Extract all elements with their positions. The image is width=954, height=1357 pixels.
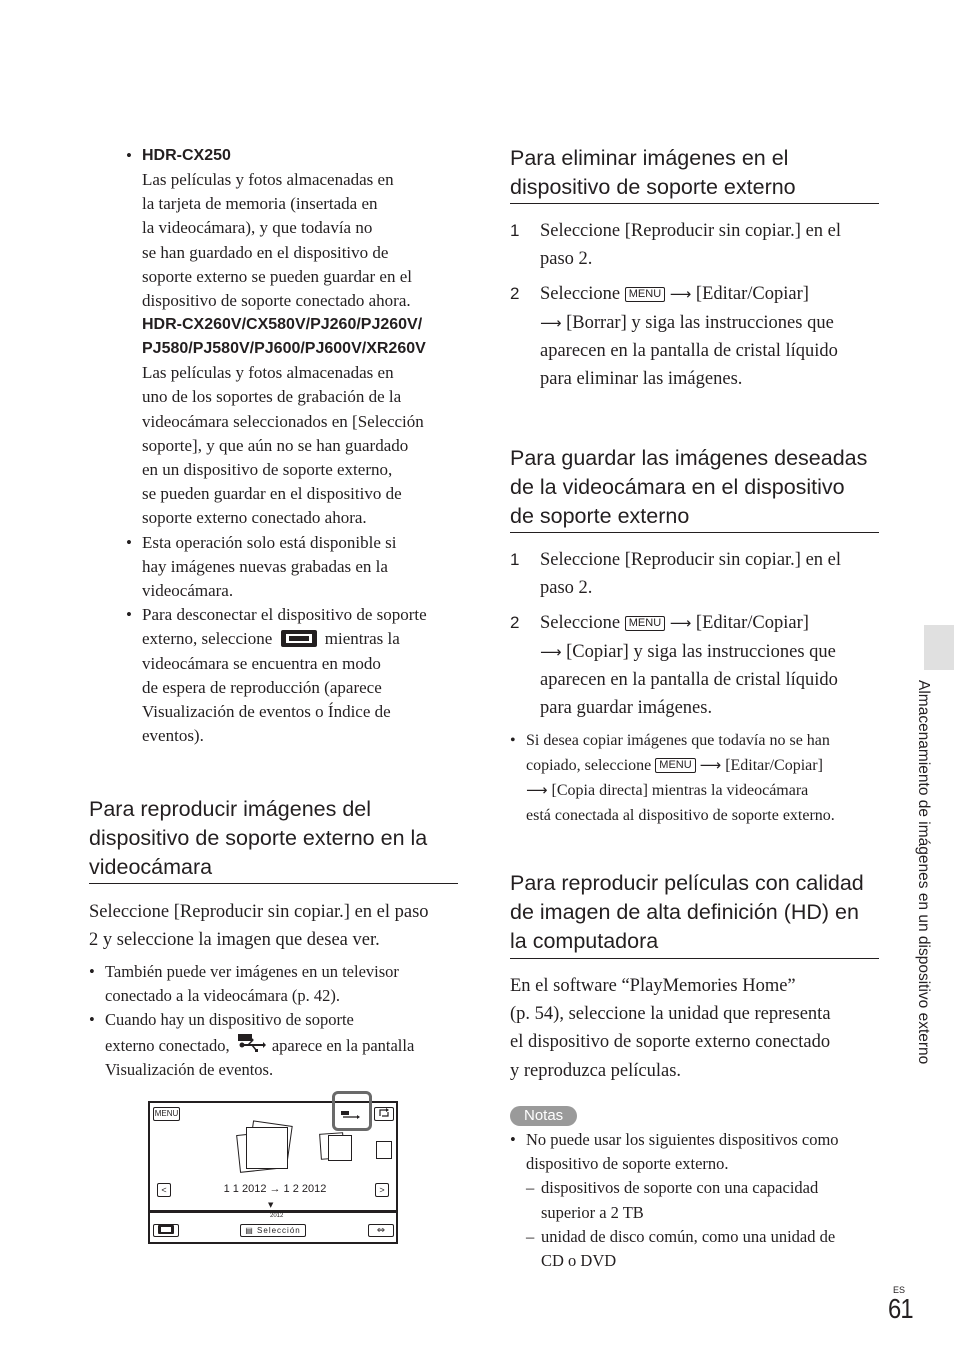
step-item: [510, 546, 890, 602]
text-fragment: Seleccione: [540, 613, 621, 634]
text-line: videocámara.: [142, 581, 234, 601]
bullet-item: [89, 1008, 464, 1082]
text-line: de espera de reproducción (aparece: [142, 677, 382, 697]
text-line: aparecen en la pantalla de cristal líquido: [540, 340, 838, 361]
text-fragment: Seleccione: [540, 284, 621, 305]
arrow-right-icon: ⟶: [540, 642, 562, 661]
dash-item: [526, 1225, 895, 1273]
media-button[interactable]: [153, 1224, 179, 1237]
heading-line: Para reproducir películas con calidad: [510, 871, 864, 895]
text-line: el dispositivo de soporte externo conectado: [510, 1032, 831, 1053]
notas-label: Notas: [510, 1106, 577, 1126]
text-line: (p. 54), seleccione la unidad que representa: [510, 1004, 831, 1025]
menu-key-icon: MENU: [625, 616, 665, 631]
text-line: Visualización de eventos o Índice de: [142, 702, 391, 722]
text-line: se pueden guardar en el dispositivo de: [142, 484, 402, 504]
heading-rule: [89, 883, 458, 884]
event-thumbnail[interactable]: [328, 1135, 352, 1161]
eject-media-icon: [281, 628, 317, 648]
model-name: [142, 313, 456, 361]
next-button[interactable]: >: [375, 1183, 389, 1197]
arrow-right-icon: ⟶: [669, 285, 692, 304]
text-fragment: [Editar/Copiar]: [725, 757, 823, 775]
heading-line: videocámara: [89, 855, 213, 879]
text-fragment: [Borrar] y siga las instrucciones que: [566, 312, 834, 333]
text-line: Las películas y fotos almacenadas en: [142, 363, 394, 383]
text-line: uno de los soportes de grabación de la: [142, 387, 402, 407]
text-line: [105, 1033, 464, 1058]
bullet-marker: •: [510, 1130, 516, 1149]
language-code: ES: [893, 1285, 906, 1295]
event-thumbnail[interactable]: [376, 1141, 392, 1159]
text-line: 2 y seleccione la imagen que desea ver.: [89, 930, 380, 951]
model-text: [142, 361, 456, 530]
text-line: videocámara se encuentra en modo: [142, 653, 381, 673]
year-label: 2012: [270, 1213, 284, 1219]
bullet-marker: •: [89, 962, 95, 981]
menu-key-icon: MENU: [625, 287, 665, 302]
text-line: dispositivo de soporte externo.: [526, 1154, 729, 1174]
text-fragment: aparece en la pantalla: [271, 1035, 415, 1055]
usb-device-icon: [236, 1033, 266, 1055]
heading-line: de imagen de alta definición (HD) en: [510, 900, 859, 924]
text-line: soporte], y que aún no se han guardado: [142, 435, 409, 455]
section-body: [89, 898, 464, 954]
text-line: – unidad de disco común, como una unidad de: [541, 1226, 836, 1246]
arrow-right-icon: ⟶: [699, 756, 722, 775]
text-line: y reproduzca películas.: [510, 1060, 682, 1081]
step-number: 2: [510, 613, 520, 633]
bullet-item: [89, 960, 464, 1008]
text-fragment: externo, seleccione: [142, 629, 273, 649]
model-text: [142, 168, 456, 313]
text-line: Seleccione [Reproducir sin copiar.] en el: [540, 550, 842, 570]
text-line: soporte externo conectado ahora.: [142, 508, 367, 528]
text-line: [540, 638, 890, 666]
text-line: superior a 2 TB: [541, 1202, 644, 1222]
text-line: la tarjeta de memoria (insertada en: [142, 194, 378, 214]
view-switch-button[interactable]: ⇔: [368, 1224, 394, 1237]
text-line: paso 2.: [540, 578, 593, 599]
arrow-right-icon: ⟶: [526, 781, 548, 800]
bullet-list: [89, 960, 464, 1082]
bullet-marker: •: [126, 605, 132, 625]
text-fragment: mientras la: [324, 629, 400, 649]
section-body: [510, 972, 895, 1085]
dash-item: [526, 1176, 895, 1224]
text-line: videocámara seleccionados en [Selección: [142, 411, 424, 431]
text-line: Seleccione [Reproducir sin copiar.] en el: [540, 221, 842, 241]
bullet-marker: •: [89, 1010, 95, 1030]
chapter-tab: [924, 625, 954, 670]
bullet-marker: •: [126, 146, 132, 165]
menu-button[interactable]: MENU: [153, 1107, 180, 1121]
heading-line: Para eliminar imágenes en el: [510, 146, 789, 170]
text-line: conectado a la videocámara (p. 42).: [105, 986, 341, 1006]
arrow-right-icon: ⟶: [669, 614, 692, 633]
text-line: aparecen en la pantalla de cristal líquido: [540, 669, 838, 690]
date-range-label: 1 1 2012 → 1 2 2012: [223, 1183, 327, 1195]
text-line: – dispositivos de soporte con una capacidad: [541, 1178, 819, 1198]
text-fragment: [Copiar] y siga las instrucciones que: [566, 641, 836, 662]
model-name: HDR-CX250: [142, 147, 231, 164]
step-item: [510, 609, 890, 722]
text-line: También puede ver imágenes en un televisor: [105, 962, 399, 981]
text-line: para guardar imágenes.: [540, 698, 713, 719]
arrow-right-icon: ⟶: [540, 313, 562, 332]
step-item: [510, 217, 890, 273]
selection-button[interactable]: [240, 1224, 306, 1237]
text-line: soporte externo se pueden guardar en el: [142, 266, 412, 286]
text-line: No puede usar los siguientes dispositivos como: [526, 1130, 839, 1149]
text-line: está conectada al dispositivo de soporte externo.: [526, 806, 835, 824]
text-line: Cuando hay un dispositivo de soporte: [105, 1010, 354, 1030]
section-heading-eliminar: [510, 144, 880, 202]
prev-button[interactable]: <: [157, 1183, 171, 1197]
text-line: la videocámara), y que todavía no: [142, 218, 373, 238]
model-bullet: [126, 144, 456, 748]
text-line: para eliminar las imágenes.: [540, 369, 743, 390]
heading-line: de la videocámara en el dispositivo: [510, 475, 845, 499]
text-line: dispositivo de soporte conectado ahora.: [142, 291, 411, 311]
text-line: [540, 309, 890, 337]
bullet-item: [126, 531, 456, 604]
text-line: [540, 609, 890, 637]
text-line: [540, 280, 890, 308]
heading-rule: [510, 203, 879, 204]
text-line: Esta operación solo está disponible si: [142, 532, 397, 552]
page-number: 61: [888, 1293, 913, 1324]
playback-switch-button[interactable]: [374, 1107, 394, 1121]
text-line: Visualización de eventos.: [105, 1059, 274, 1079]
heading-line: Para reproducir imágenes del: [89, 797, 372, 821]
text-fragment: externo conectado,: [105, 1035, 230, 1055]
text-fragment: [Editar/Copiar]: [695, 613, 809, 634]
text-line: CD o DVD: [541, 1251, 617, 1271]
heading-line: Para guardar las imágenes deseadas: [510, 446, 868, 470]
steps-eliminar: [510, 217, 890, 393]
text-fragment: [Copia directa] mientras la videocámara: [551, 782, 809, 800]
heading-line: de soporte externo: [510, 504, 690, 528]
notas-list: [510, 1128, 895, 1273]
selection-label: Selección: [257, 1226, 301, 1235]
bullet-marker: •: [510, 732, 516, 749]
text-line: en un dispositivo de soporte externo,: [142, 460, 393, 480]
notas-badge: [510, 1106, 577, 1126]
heading-line: dispositivo de soporte externo en la: [89, 826, 428, 850]
step-number: 1: [510, 221, 520, 240]
text-line: se han guardado en el dispositivo de: [142, 242, 389, 262]
bullet-item: [126, 603, 456, 748]
step-number: 2: [510, 284, 520, 304]
step-number: 1: [510, 550, 520, 569]
text-line: paso 2.: [540, 249, 593, 270]
bullet-item: [510, 729, 895, 828]
text-line: [142, 627, 456, 651]
section-heading-reproducir: [89, 795, 459, 882]
text-line: Seleccione [Reproducir sin copiar.] en el paso: [89, 902, 429, 922]
selection-icon: ▤: [245, 1226, 254, 1235]
chapter-title: Almacenamiento de imágenes en un dispositivo externo: [915, 680, 932, 1065]
text-line: HDR-CX260V/CX580V/PJ260/PJ260V/: [142, 316, 423, 334]
text-line: Si desea copiar imágenes que todavía no se han: [526, 732, 830, 749]
bullet-marker: •: [126, 532, 132, 552]
heading-line: dispositivo de soporte externo: [510, 175, 796, 199]
text-line: Las películas y fotos almacenadas en: [142, 170, 394, 189]
text-line: eventos).: [142, 726, 204, 746]
text-fragment: [Editar/Copiar]: [695, 284, 809, 305]
text-line: [526, 778, 895, 803]
menu-key-icon: MENU: [655, 758, 695, 773]
bullet-item: [510, 1128, 895, 1273]
text-line: PJ580/PJ580V/PJ600/PJ600V/XR260V: [142, 340, 426, 358]
section-heading-hd: [510, 869, 890, 956]
text-line: [526, 753, 895, 778]
highlight-frame: [332, 1091, 372, 1131]
heading-rule: [510, 532, 879, 533]
text-line: hay imágenes nuevas grabadas en la: [142, 556, 388, 576]
timeline-marker-icon: ▼: [268, 1201, 274, 1209]
event-thumbnail[interactable]: [246, 1127, 288, 1169]
text-line: En el software “PlayMemories Home”: [510, 976, 796, 996]
heading-rule: [510, 958, 879, 959]
steps-guardar: [510, 546, 890, 722]
text-line: Para desconectar el dispositivo de soporte: [142, 605, 427, 625]
step-item: [510, 280, 890, 393]
text-fragment: copiado, seleccione: [526, 757, 652, 775]
section-heading-guardar: [510, 444, 890, 531]
heading-line: la computadora: [510, 929, 659, 953]
